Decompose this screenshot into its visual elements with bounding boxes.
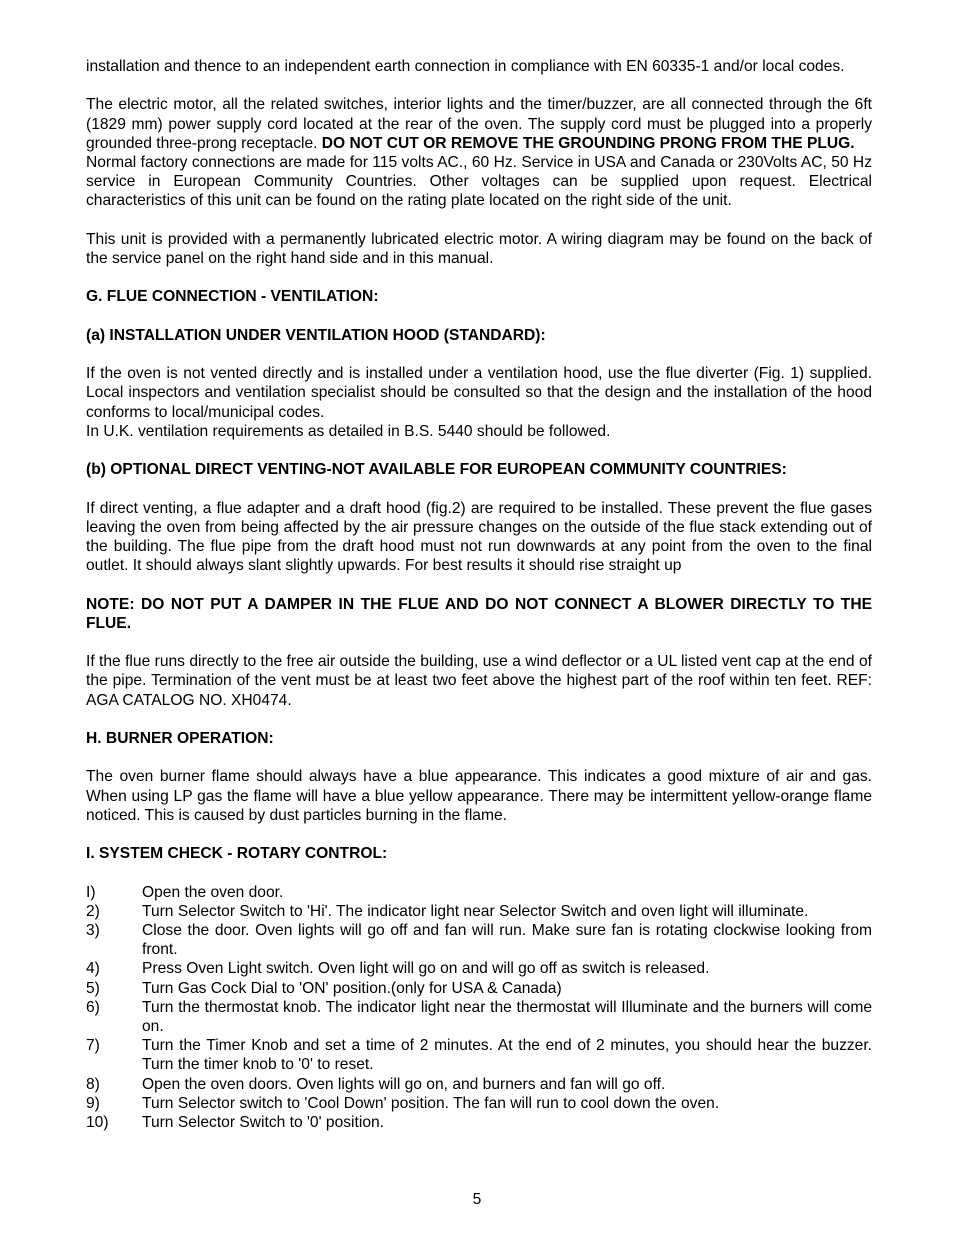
step-number: I) (86, 883, 96, 901)
paragraph-factory-connections: Normal factory connections are made for 115 volts AC., 60 Hz. Service in USA and Canada or 230Volts AC, 50 Hz service in European Community Countries. Other voltages can be supplied upon request. Electrical characteristics of this unit can be found on the rating plate located on the right side of the unit. (86, 154, 872, 210)
paragraph-uk-requirements: In U.K. ventilation requirements as detailed in B.S. 5440 should be followed. (86, 422, 611, 440)
list-item (86, 1113, 872, 1132)
step-text: Turn the thermostat knob. The indicator light near the thermostat will Illuminate and the burners will come on. (142, 998, 872, 1035)
paragraph-ventilation-hood: If the oven is not vented directly and is installed under a ventilation hood, use the flue diverter (Fig. 1) supplied. Local inspectors and ventilation specialist should be consulted so that the design and the installation of the hood conforms to local/municipal codes. (86, 365, 872, 421)
list-item (86, 921, 872, 959)
paragraph-direct-venting: If direct venting, a flue adapter and a draft hood (fig.2) are required to be installed. These prevent the flue gases leaving the oven from being affected by the air pressure changes on the outside of the flue stack extending out of the building. The flue pipe from the draft hood must not run downwards at any point from the oven to the final outlet. It should always slant slightly upwards. For best results it should rise straight up (86, 499, 872, 575)
list-item (86, 883, 872, 902)
list-item (86, 959, 872, 978)
step-text: Turn Selector Switch to 'Hi'. The indicator light near Selector Switch and oven light will illuminate. (142, 902, 809, 920)
list-item (86, 902, 872, 921)
step-text: Press Oven Light switch. Oven light will go on and will go off as switch is released. (142, 960, 710, 978)
step-text: Turn Selector switch to 'Cool Down' position. The fan will run to cool down the oven. (142, 1094, 720, 1112)
step-number: 10) (86, 1113, 109, 1131)
heading-flue-connection: G. FLUE CONNECTION - VENTILATION: (86, 288, 379, 306)
document-body (86, 57, 872, 1132)
list-item (86, 998, 872, 1036)
system-check-steps (86, 883, 872, 1133)
paragraph-earth-connection: installation and thence to an independent earth connection in compliance with EN 60335-1 and/or local codes. (86, 58, 845, 75)
list-item (86, 1094, 872, 1113)
grounding-warning: DO NOT CUT OR REMOVE THE GROUNDING PRONG FROM THE PLUG. (321, 134, 855, 152)
step-text: Turn Gas Cock Dial to 'ON' position.(only for USA & Canada) (142, 979, 562, 997)
step-number: 9) (86, 1094, 100, 1112)
step-number: 8) (86, 1075, 100, 1093)
paragraph-burner-flame: The oven burner flame should always have a blue appearance. This indicates a good mixture of air and gas. When using LP gas the flame will have a blue yellow appearance. There may be intermittent yellow-orange flame noticed. This is caused by dust particles burning in the flame. (86, 768, 872, 824)
step-number: 7) (86, 1037, 100, 1055)
step-text: Close the door. Oven lights will go off and fan will run. Make sure fan is rotating clockwise looking from front. (142, 921, 872, 959)
step-number: 4) (86, 960, 100, 978)
page-number: 5 (472, 1191, 482, 1208)
heading-direct-venting: (b) OPTIONAL DIRECT VENTING-NOT AVAILABLE FOR EUROPEAN COMMUNITY COUNTRIES: (86, 461, 787, 479)
heading-burner-operation: H. BURNER OPERATION: (86, 729, 274, 747)
paragraph-power-cord (86, 95, 872, 153)
step-number: 5) (86, 979, 100, 997)
step-number: 3) (86, 921, 100, 939)
power-cord-text: The electric motor, all the related switches, interior lights and the timer/buzzer, are all connected through the 6ft (1829 mm) power supply cord located at the rear of the oven. The supply cord must be plugged into a properly grounded three-prong receptacle. (86, 96, 872, 152)
paragraph-flue-outside: If the flue runs directly to the free air outside the building, use a wind deflector or a UL listed vent cap at the end of the pipe. Termination of the vent must be at least two feet above the highest part of the roof within ten feet. REF: AGA CATALOG NO. XH0474. (86, 653, 872, 709)
list-item (86, 1036, 872, 1074)
step-text: Turn Selector Switch to '0' position. (142, 1113, 384, 1131)
heading-ventilation-hood: (a) INSTALLATION UNDER VENTILATION HOOD (STANDARD): (86, 326, 546, 344)
note-damper: NOTE: DO NOT PUT A DAMPER IN THE FLUE AND DO NOT CONNECT A BLOWER DIRECTLY TO THE FLUE. (86, 595, 872, 632)
step-number: 6) (86, 998, 100, 1016)
list-item (86, 1075, 872, 1094)
list-item (86, 979, 872, 998)
step-text: Turn the Timer Knob and set a time of 2 minutes. At the end of 2 minutes, you should hear the buzzer. Turn the timer knob to '0' to reset. (142, 1037, 872, 1074)
heading-system-check: I. SYSTEM CHECK - ROTARY CONTROL: (86, 845, 388, 863)
step-text: Open the oven door. (142, 883, 284, 901)
paragraph-motor: This unit is provided with a permanently lubricated electric motor. A wiring diagram may be found on the back of the service panel on the right hand side and in this manual. (86, 230, 872, 267)
step-text: Open the oven doors. Oven lights will go on, and burners and fan will go off. (142, 1075, 666, 1093)
step-number: 2) (86, 902, 100, 920)
